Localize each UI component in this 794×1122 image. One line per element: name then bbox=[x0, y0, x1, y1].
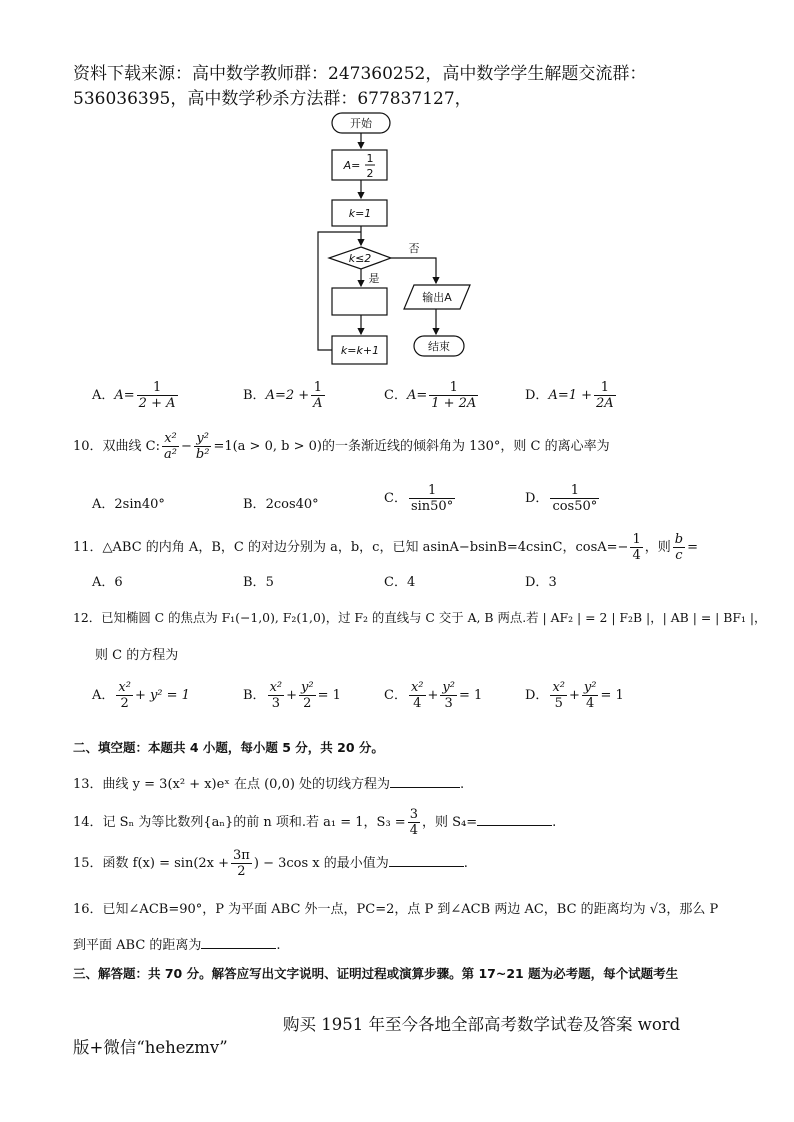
flow-increment: k=k+1 bbox=[340, 344, 380, 357]
q11-option-c: C．4 bbox=[384, 575, 416, 590]
q11-option-b: B．5 bbox=[243, 575, 274, 590]
q16-stem-line-2: 到平面 ABC 的距离为 . bbox=[73, 938, 281, 953]
q15-stem: 15．函数 f(x) = sin(2x + $\frac{3\pi}{2}$ ) − 3cos x 的最小值为 . bbox=[73, 848, 468, 879]
section-2-heading: 二、填空题：本题共 4 小题，每小题 5 分，共 20 分。 bbox=[73, 740, 384, 755]
q12-option-b: B． $\frac{\text{x²}}{3}$ + $\frac{\text{y²}}{2}$ = 1 bbox=[243, 680, 341, 711]
flow-yes-label: 是 bbox=[368, 272, 380, 285]
q10-option-c: C． $\frac{1}{\sin 50^\circ}$ bbox=[384, 483, 454, 514]
q10-option-d: D． $\frac{1}{\cos 50^\circ}$ bbox=[525, 483, 598, 514]
q14-answer-blank[interactable] bbox=[477, 813, 552, 826]
q11-stem: 11．△ABC 的内角 A，B，C 的对边分别为 a，b，c，已知 asinA−bsinB=4csinC，cosA=− $\frac{1}{4}$ ，则 $\frac{b}{c}$ = bbox=[73, 532, 698, 563]
source-info-line-2: 536036395，高中数学秒杀方法群：677837127， bbox=[73, 89, 472, 109]
q9-option-c: C．A= $\frac{1}{1 + 2A}$ bbox=[384, 380, 477, 411]
q9-option-a: A．A= $\frac{1}{2 + A}$ bbox=[92, 380, 176, 411]
flow-init-a-den: 2 bbox=[366, 167, 374, 180]
q11-option-d: D．3 bbox=[525, 575, 557, 590]
blank-process-box bbox=[332, 288, 387, 315]
q12-option-d: D． $\frac{\text{x²}}{5}$ + $\frac{\text{y²}}{4}$ = 1 bbox=[525, 680, 624, 711]
q16-stem-line-1: 16．已知∠ACB=90°，P 为平面 ABC 外一点，PC=2，点 P 到∠ACB 两边 AC，BC 的距离均为 √3，那么 P bbox=[73, 902, 719, 917]
q9-option-b: B．A=2 + $\frac{1}{A}$ bbox=[243, 380, 323, 411]
flow-start-label: 开始 bbox=[350, 117, 372, 130]
q9-option-d: D．A=1 + $\frac{1}{2A}$ bbox=[525, 380, 614, 411]
q12-stem-line-1: 12．已知椭圆 C 的焦点为 F₁(−1,0), F₂(1,0)，过 F₂ 的直线与 C 交于 A, B 两点.若 | AF₂ | = 2 | F₂B |，| AB | = | BF₁ |， bbox=[73, 610, 767, 625]
q10-option-a: A．2sin40° bbox=[92, 497, 165, 512]
footer-promo-line-1: 购买 1951 年至今各地全部高考数学试卷及答案 word bbox=[283, 1015, 681, 1034]
q15-answer-blank[interactable] bbox=[389, 854, 464, 867]
flow-end-label: 结束 bbox=[428, 340, 450, 353]
q13-stem: 13．曲线 y = 3(x² + x)eˣ 在点 (0,0) 处的切线方程为 . bbox=[73, 777, 465, 792]
q12-stem-line-2: 则 C 的方程为 bbox=[95, 648, 179, 663]
flow-init-a-lhs: A= bbox=[343, 159, 361, 172]
footer-promo-line-2: 版+微信“hehezmv” bbox=[73, 1038, 228, 1057]
flow-init-a-num: 1 bbox=[366, 152, 374, 165]
flow-output: 输出A bbox=[422, 291, 452, 304]
q13-answer-blank[interactable] bbox=[390, 775, 460, 788]
flow-condition: k≤2 bbox=[348, 252, 372, 265]
flow-init-k: k=1 bbox=[348, 207, 372, 220]
q10-option-b: B．2cos40° bbox=[243, 497, 319, 512]
q16-answer-blank[interactable] bbox=[201, 936, 276, 949]
source-info-line-1: 资料下载来源：高中数学教师群：247360252，高中数学学生解题交流群： bbox=[73, 64, 647, 84]
section-3-heading: 三、解答题：共 70 分。解答应写出文字说明、证明过程或演算步骤。第 17~21 题为必考题，每个试题考生 bbox=[73, 966, 679, 981]
q12-option-c: C． $\frac{\text{x²}}{4}$ + $\frac{\text{y²}}{3}$ = 1 bbox=[384, 680, 483, 711]
q12-option-a: A． $\frac{\text{x²}}{2}$ + y² = 1 bbox=[92, 680, 190, 711]
q11-option-a: A．6 bbox=[92, 575, 123, 590]
q14-stem: 14．记 Sₙ 为等比数列{aₙ}的前 n 项和.若 a₁ = 1，S₃ = $\frac{3}{4}$ ，则 S₄= . bbox=[73, 807, 557, 838]
program-flowchart bbox=[310, 108, 490, 368]
flow-no-label: 否 bbox=[408, 242, 420, 255]
q10-stem: 10．双曲线 C: $\frac{\text{x²}}{\text{a²}}$ − $\frac{\text{y²}}{\text{b²}}$ =1(a > 0, b > 0)的一条渐近线的倾斜角为 130°，则 C 的离心率为 bbox=[73, 431, 610, 462]
